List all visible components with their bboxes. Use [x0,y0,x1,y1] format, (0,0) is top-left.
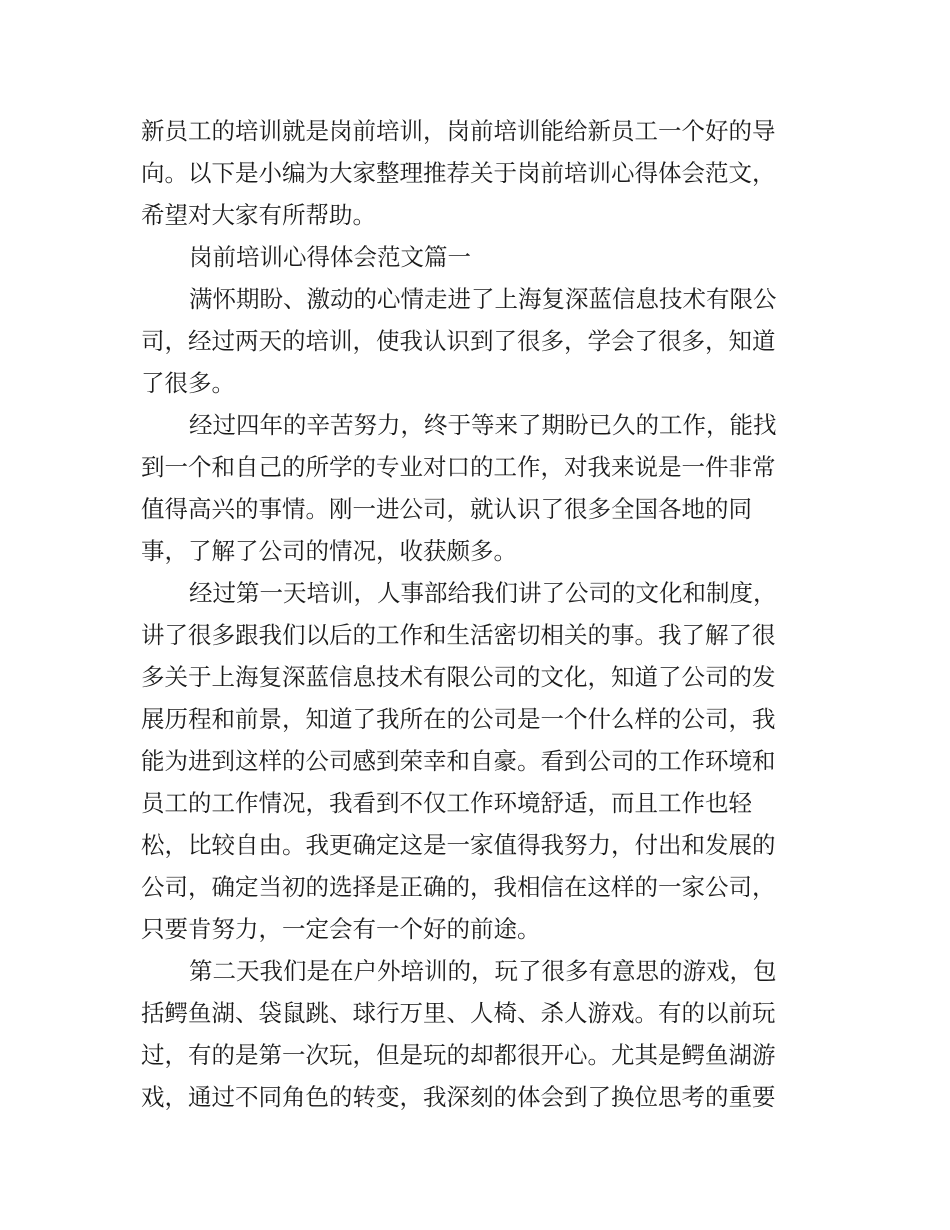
section-heading: 岗前培训心得体会范文篇一 [189,243,471,271]
text-line: 能为进到这样的公司感到荣幸和自豪。看到公司的工作环境和 [141,747,776,775]
text-line: 了很多。 [141,369,235,397]
text-line: 司，经过两天的培训，使我认识到了很多，学会了很多，知道 [141,327,776,355]
text-line: 多关于上海复深蓝信息技术有限公司的文化，知道了公司的发 [141,663,776,691]
text-line: 第二天我们是在户外培训的，玩了很多有意思的游戏，包 [189,957,777,985]
text-line: 新员工的培训就是岗前培训，岗前培训能给新员工一个好的导 [141,117,776,145]
text-line: 经过第一天培训，人事部给我们讲了公司的文化和制度， [189,579,777,607]
text-line: 括鳄鱼湖、袋鼠跳、球行万里、人椅、杀人游戏。有的以前玩 [141,999,776,1027]
text-line: 向。以下是小编为大家整理推荐关于岗前培训心得体会范文， [141,159,776,187]
text-line: 事，了解了公司的情况，收获颇多。 [141,537,517,565]
text-line: 希望对大家有所帮助。 [141,201,376,229]
text-line: 展历程和前景，知道了我所在的公司是一个什么样的公司，我 [141,705,776,733]
text-line: 经过四年的辛苦努力，终于等来了期盼已久的工作，能找 [189,411,777,439]
text-line: 满怀期盼、激动的心情走进了上海复深蓝信息技术有限公 [189,285,777,313]
text-line: 讲了很多跟我们以后的工作和生活密切相关的事。我了解了很 [141,621,776,649]
text-line: 只要肯努力，一定会有一个好的前途。 [141,915,541,943]
text-line: 员工的工作情况，我看到不仅工作环境舒适，而且工作也轻 [141,789,752,817]
text-line: 戏，通过不同角色的转变，我深刻的体会到了换位思考的重要 [141,1083,776,1111]
text-line: 公司，确定当初的选择是正确的，我相信在这样的一家公司， [141,873,776,901]
text-line: 过，有的是第一次玩，但是玩的却都很开心。尤其是鳄鱼湖游 [141,1041,776,1069]
text-line: 松，比较自由。我更确定这是一家值得我努力，付出和发展的 [141,831,776,859]
document-body [141,110,813,1118]
text-line: 到一个和自己的所学的专业对口的工作，对我来说是一件非常 [141,453,776,481]
text-line: 值得高兴的事情。刚一进公司，就认识了很多全国各地的同 [141,495,752,523]
